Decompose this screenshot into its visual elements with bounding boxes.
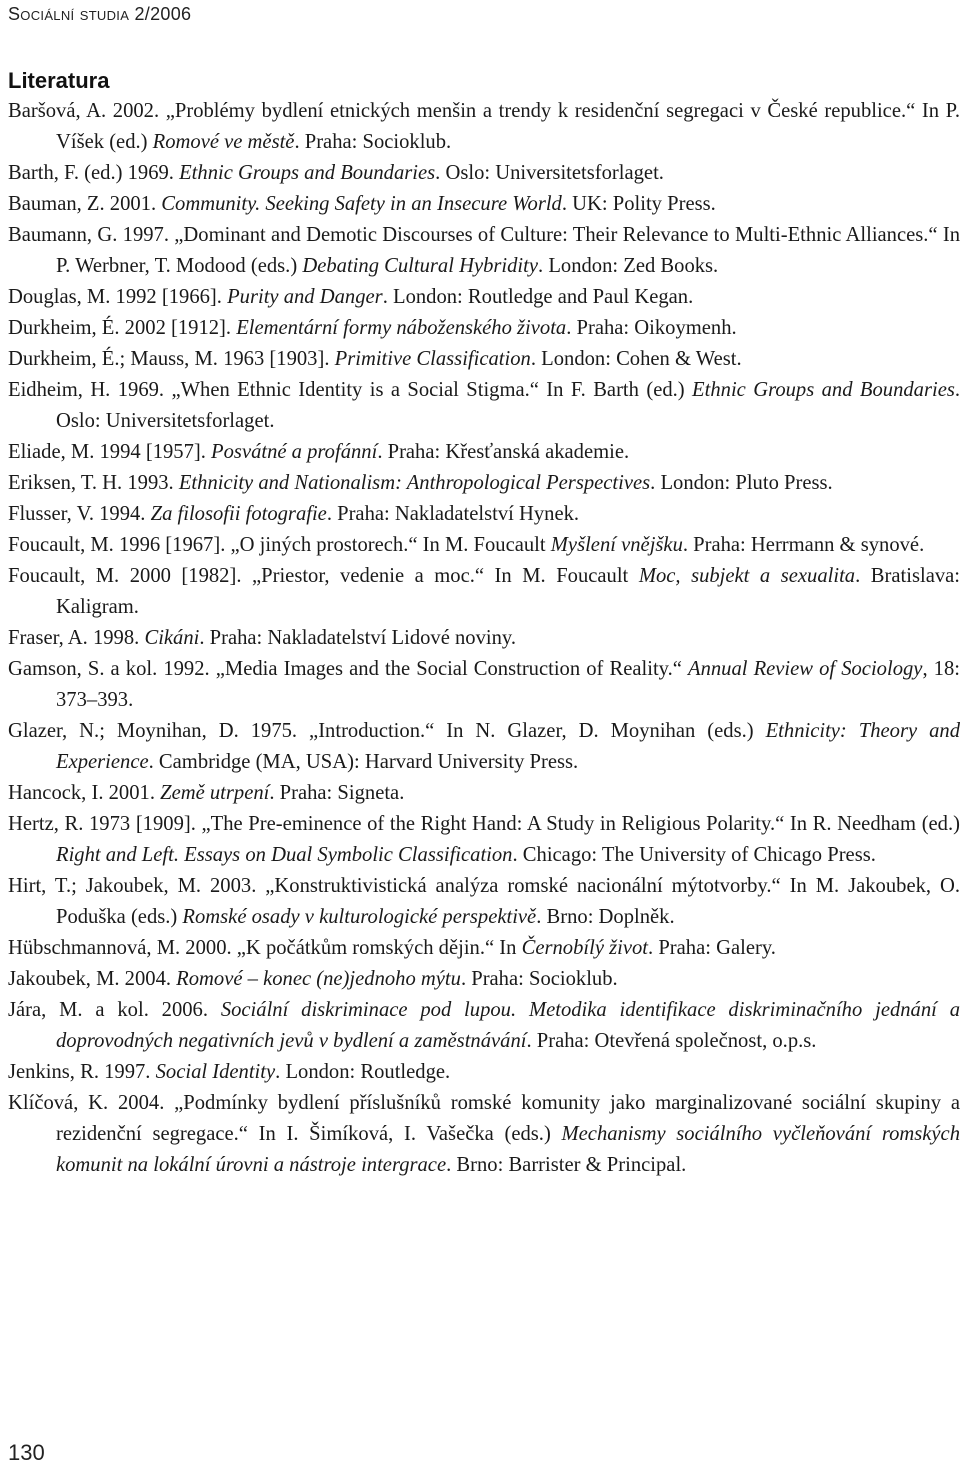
reference-text: Fraser, A. 1998. — [8, 627, 145, 649]
reference-text: . Praha: Nakladatelství Hynek. — [326, 503, 580, 525]
reference-entry — [8, 282, 960, 313]
reference-entry — [8, 499, 960, 530]
reference-title: Romské osady v kulturologické perspektivě — [182, 906, 537, 928]
page-number: 130 — [8, 1440, 45, 1465]
reference-text: . Chicago: The University of Chicago Press. — [512, 844, 876, 866]
reference-text: . London: Zed Books. — [538, 255, 719, 277]
reference-title: Posvátné a profánní — [211, 441, 378, 463]
reference-text: . London: Pluto Press. — [650, 472, 833, 494]
reference-title: Ethnic Groups and Boundaries — [179, 162, 436, 184]
reference-entry — [8, 995, 960, 1057]
reference-text: Baršová, A. 2002. „Problémy bydlení etnických menšin a trendy k residenční segregaci v České republice.“ In P. Víšek (ed.) — [8, 100, 960, 153]
reference-text: . Brno: Barrister & Principal. — [446, 1154, 687, 1176]
reference-text: Glazer, N.; Moynihan, D. 1975. „Introduction.“ In N. Glazer, D. Moynihan (eds.) — [8, 720, 766, 742]
reference-text: Hübschmannová, M. 2000. „K počátkům romských dějin.“ In — [8, 937, 522, 959]
reference-title: Debating Cultural Hybridity — [302, 255, 539, 277]
reference-text: Hirt, T.; Jakoubek, M. 2003. „Konstruktivistická analýza romské nacionální mýtotvorby.“ In M. Jakoubek, O. Poduška (eds.) — [8, 875, 960, 928]
reference-entry — [8, 933, 960, 964]
reference-text: . UK: Polity Press. — [561, 193, 716, 215]
reference-title: Right and Left. Essays on Dual Symbolic Classification — [56, 844, 513, 866]
reference-text: . London: Cohen & West. — [530, 348, 742, 370]
reference-text: Barth, F. (ed.) 1969. — [8, 162, 180, 184]
reference-entry — [8, 220, 960, 282]
reference-text: Foucault, M. 2000 [1982]. „Priestor, vedenie a moc.“ In M. Foucault — [8, 565, 639, 587]
running-header: Sociální studia 2/2006 — [8, 4, 192, 24]
reference-entry — [8, 96, 960, 158]
reference-entry — [8, 375, 960, 437]
reference-text: . Oslo: Universitetsforlaget. — [435, 162, 664, 184]
reference-title: Primitive Classification — [334, 348, 531, 370]
reference-text: Eidheim, H. 1969. „When Ethnic Identity is a Social Stigma.“ In F. Barth (ed.) — [8, 379, 693, 401]
reference-title: Elementární formy náboženského života — [236, 317, 567, 339]
reference-title: Ethnicity and Nationalism: Anthropological Perspectives — [178, 472, 651, 494]
reference-title: Social Identity — [155, 1061, 276, 1083]
reference-entry — [8, 809, 960, 871]
reference-text: Bauman, Z. 2001. — [8, 193, 162, 215]
reference-text: Durkheim, É.; Mauss, M. 1963 [1903]. — [8, 348, 335, 370]
reference-title: Purity and Danger — [227, 286, 383, 308]
reference-title: Cikáni — [144, 627, 200, 649]
reference-text: Jakoubek, M. 2004. — [8, 968, 177, 990]
reference-text: Klíčová, K. 2004. „Podmínky bydlení příslušníků romské komunity jako marginalizované sociální skupiny a rezidenční segregace.“ In I. Šimíková, I. Vašečka (eds.) — [8, 1092, 960, 1145]
reference-title: Země utrpení — [160, 782, 270, 804]
reference-text: . Praha: Galery. — [648, 937, 776, 959]
reference-text: . Brno: Doplněk. — [536, 906, 675, 928]
reference-text: Douglas, M. 1992 [1966]. — [8, 286, 228, 308]
reference-text: . Praha: Socioklub. — [460, 968, 618, 990]
reference-entry — [8, 654, 960, 716]
reference-entry — [8, 778, 960, 809]
reference-text: . Praha: Nakladatelství Lidové noviny. — [199, 627, 517, 649]
reference-text: . London: Routledge and Paul Kegan. — [382, 286, 694, 308]
reference-entry — [8, 313, 960, 344]
reference-title: Ethnic Groups and Boundaries — [692, 379, 955, 401]
reference-text: Eriksen, T. H. 1993. — [8, 472, 179, 494]
reference-text: Jára, M. a kol. 2006. — [8, 999, 221, 1021]
reference-text: Eliade, M. 1994 [1957]. — [8, 441, 212, 463]
reference-title: Mechanismy sociálního vyčleňování romských komunit na lokální úrovni a nástroje intergrace — [56, 1123, 960, 1176]
reference-entry — [8, 437, 960, 468]
reference-text: Gamson, S. a kol. 1992. „Media Images and the Social Construction of Reality.“ — [8, 658, 688, 680]
reference-text: , 18: 373–393. — [56, 658, 960, 711]
reference-title: Sociální diskriminace pod lupou. Metodika identifikace diskriminačního jednání a doprovodných negativních jevů v bydlení a zaměstnávání — [56, 999, 960, 1052]
reference-text: Hertz, R. 1973 [1909]. „The Pre-eminence of the Right Hand: A Study in Religious Polarity.“ In R. Needham (ed.) — [8, 813, 960, 835]
reference-text: . London: Routledge. — [275, 1061, 451, 1083]
reference-text: . Praha: Křesťanská akademie. — [377, 441, 630, 463]
reference-entry — [8, 716, 960, 778]
reference-title: Romové – konec (ne)jednoho mýtu — [176, 968, 461, 990]
reference-entry — [8, 344, 960, 375]
reference-text: Baumann, G. 1997. „Dominant and Demotic Discourses of Culture: Their Relevance to Multi-Ethnic Alliances.“ In P. Werbner, T. Modood (eds.) — [8, 224, 960, 277]
reference-text: . Cambridge (MA, USA): Harvard University Press. — [148, 751, 579, 773]
reference-text: . Praha: Herrmann & synové. — [682, 534, 925, 556]
reference-text: Durkheim, É. 2002 [1912]. — [8, 317, 237, 339]
reference-title: Moc, subjekt a sexualita — [638, 565, 856, 587]
reference-entry — [8, 1057, 960, 1088]
reference-text: Foucault, M. 1996 [1967]. „O jiných prostorech.“ In M. Foucault — [8, 534, 551, 556]
reference-text: Hancock, I. 2001. — [8, 782, 161, 804]
reference-entry — [8, 158, 960, 189]
reference-title: Romové ve městě — [152, 131, 295, 153]
reference-entry — [8, 189, 960, 220]
reference-entry — [8, 964, 960, 995]
reference-title: Myšlení vnějšku — [550, 534, 683, 556]
reference-entry — [8, 871, 960, 933]
reference-entry — [8, 1088, 960, 1181]
reference-text: . Praha: Socioklub. — [294, 131, 452, 153]
section-heading: Literatura — [8, 68, 110, 93]
reference-text: . Praha: Signeta. — [269, 782, 405, 804]
reference-text: . Praha: Oikoymenh. — [566, 317, 737, 339]
reference-text: . Praha: Otevřená společnost, o.p.s. — [526, 1030, 817, 1052]
reference-title: Community. Seeking Safety in an Insecure World — [161, 193, 562, 215]
reference-text: Flusser, V. 1994. — [8, 503, 151, 525]
reference-entry — [8, 561, 960, 623]
reference-title: Černobílý život — [521, 937, 649, 959]
reference-text: Jenkins, R. 1997. — [8, 1061, 156, 1083]
reference-text: . Bratislava: Kaligram. — [56, 565, 960, 618]
reference-title: Annual Review of Sociology — [688, 658, 923, 680]
reference-entry — [8, 468, 960, 499]
reference-entry — [8, 623, 960, 654]
reference-text: . Oslo: Universitetsforlaget. — [56, 379, 960, 432]
reference-title: Ethnicity: Theory and Experience — [56, 720, 960, 773]
reference-list — [8, 96, 960, 1181]
reference-title: Za filosofii fotografie — [150, 503, 327, 525]
reference-entry — [8, 530, 960, 561]
